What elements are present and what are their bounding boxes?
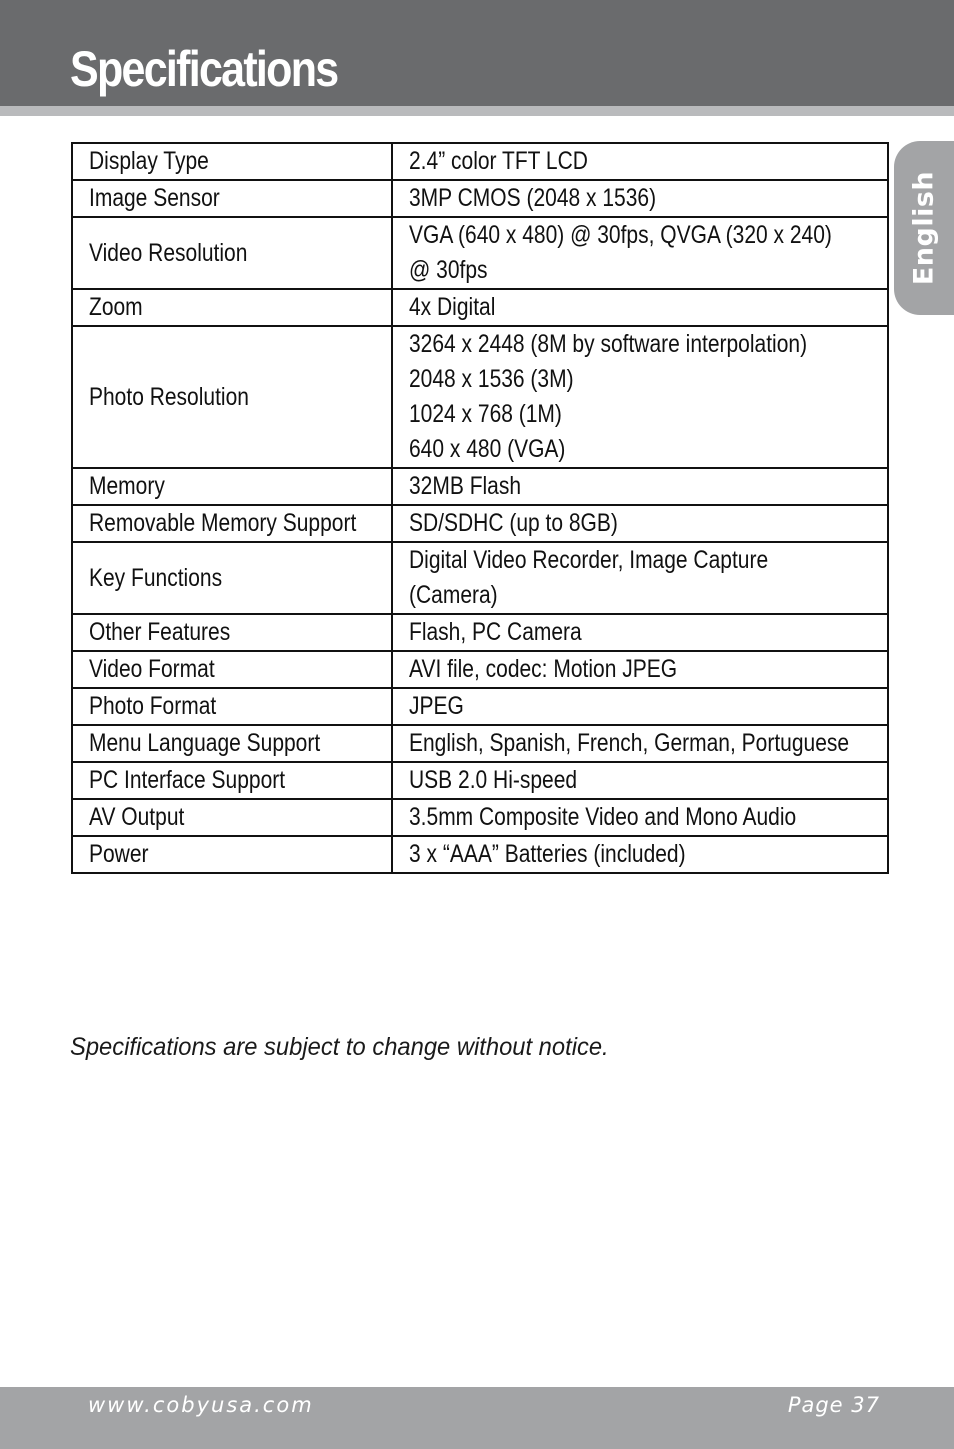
spec-row [72, 505, 888, 542]
spec-value-line: 3 x “AAA” Batteries (included) [409, 840, 686, 868]
spec-value-cell [392, 651, 888, 688]
specifications-table-body [72, 143, 888, 873]
spec-row [72, 143, 888, 180]
spec-value-line: 3264 x 2448 (8M by software interpolation) [409, 330, 808, 358]
spec-row [72, 180, 888, 217]
spec-value-line: (Camera) [409, 581, 498, 609]
spec-value-cell [392, 326, 888, 468]
spec-label: Key Functions [89, 563, 223, 592]
footer-website-link[interactable]: www.cobyusa.com [88, 1393, 314, 1417]
spec-value-line: 2.4” color TFT LCD [409, 147, 588, 175]
spec-value-cell [392, 799, 888, 836]
spec-value-cell [392, 762, 888, 799]
spec-value-line: English, Spanish, French, German, Portuguese [409, 729, 850, 757]
header-divider [0, 106, 954, 116]
spec-value-line: Flash, PC Camera [409, 618, 582, 646]
spec-row [72, 836, 888, 873]
spec-value-line: USB 2.0 Hi-speed [409, 766, 578, 794]
page-title: Specifications [70, 41, 338, 97]
page-header [0, 0, 954, 106]
spec-row [72, 688, 888, 725]
specifications-table [71, 142, 889, 874]
spec-row [72, 725, 888, 762]
spec-row [72, 542, 888, 614]
spec-label: Display Type [89, 147, 209, 175]
spec-label-cell [72, 542, 392, 614]
spec-value-cell [392, 688, 888, 725]
spec-label-cell [72, 762, 392, 799]
specifications-note: Specifications are subject to change without notice. [70, 1033, 609, 1061]
spec-value-line: 3MP CMOS (2048 x 1536) [409, 184, 657, 212]
spec-label-cell [72, 289, 392, 326]
spec-label-cell [72, 725, 392, 762]
spec-row [72, 289, 888, 326]
spec-label-cell [72, 326, 392, 468]
spec-value-line: 3.5mm Composite Video and Mono Audio [409, 803, 797, 831]
language-tab [894, 141, 954, 315]
spec-row [72, 651, 888, 688]
spec-label-cell [72, 614, 392, 651]
spec-value-cell [392, 725, 888, 762]
spec-value-line: 2048 x 1536 (3M) [409, 365, 574, 393]
spec-label: Image Sensor [89, 184, 220, 212]
spec-row [72, 468, 888, 505]
spec-value-line: JPEG [409, 692, 464, 720]
spec-label: Photo Format [89, 692, 217, 720]
spec-label: Removable Memory Support [89, 509, 357, 537]
spec-row [72, 217, 888, 289]
spec-row [72, 799, 888, 836]
spec-label-cell [72, 836, 392, 873]
spec-value-line: AVI file, codec: Motion JPEG [409, 655, 678, 683]
spec-label: AV Output [89, 803, 185, 831]
spec-value-cell [392, 542, 888, 614]
spec-row [72, 762, 888, 799]
spec-value-line: VGA (640 x 480) @ 30fps, QVGA (320 x 240) [409, 221, 832, 249]
spec-value-line: @ 30fps [409, 256, 488, 284]
spec-value-line: 1024 x 768 (1M) [409, 400, 562, 428]
spec-value-cell [392, 468, 888, 505]
spec-label-cell [72, 799, 392, 836]
spec-value-cell [392, 180, 888, 217]
spec-value-cell [392, 143, 888, 180]
spec-value-line: 32MB Flash [409, 472, 522, 500]
spec-value-cell [392, 289, 888, 326]
spec-value-line: 4x Digital [409, 293, 496, 321]
spec-label: Power [89, 840, 149, 868]
spec-value-line: SD/SDHC (up to 8GB) [409, 509, 618, 537]
spec-label: Video Format [89, 655, 215, 683]
spec-value-cell [392, 614, 888, 651]
spec-row [72, 326, 888, 468]
spec-label-cell [72, 651, 392, 688]
spec-label-cell [72, 217, 392, 289]
spec-label: Video Resolution [89, 238, 248, 267]
spec-value-cell [392, 505, 888, 542]
spec-label: Memory [89, 472, 165, 500]
footer-page-number: Page 37 [787, 1393, 880, 1417]
spec-value-cell [392, 836, 888, 873]
page-footer [0, 1387, 954, 1449]
spec-value-line: Digital Video Recorder, Image Capture [409, 546, 769, 574]
spec-label: Other Features [89, 618, 231, 646]
spec-value-cell [392, 217, 888, 289]
spec-value-line: 640 x 480 (VGA) [409, 435, 566, 463]
spec-label-cell [72, 468, 392, 505]
spec-label: PC Interface Support [89, 766, 286, 794]
spec-label-cell [72, 143, 392, 180]
spec-label-cell [72, 505, 392, 542]
spec-label: Menu Language Support [89, 729, 321, 757]
spec-label-cell [72, 688, 392, 725]
spec-label-cell [72, 180, 392, 217]
language-tab-label: English [908, 170, 940, 286]
spec-row [72, 614, 888, 651]
spec-label: Zoom [89, 293, 143, 321]
spec-label: Photo Resolution [89, 382, 249, 411]
